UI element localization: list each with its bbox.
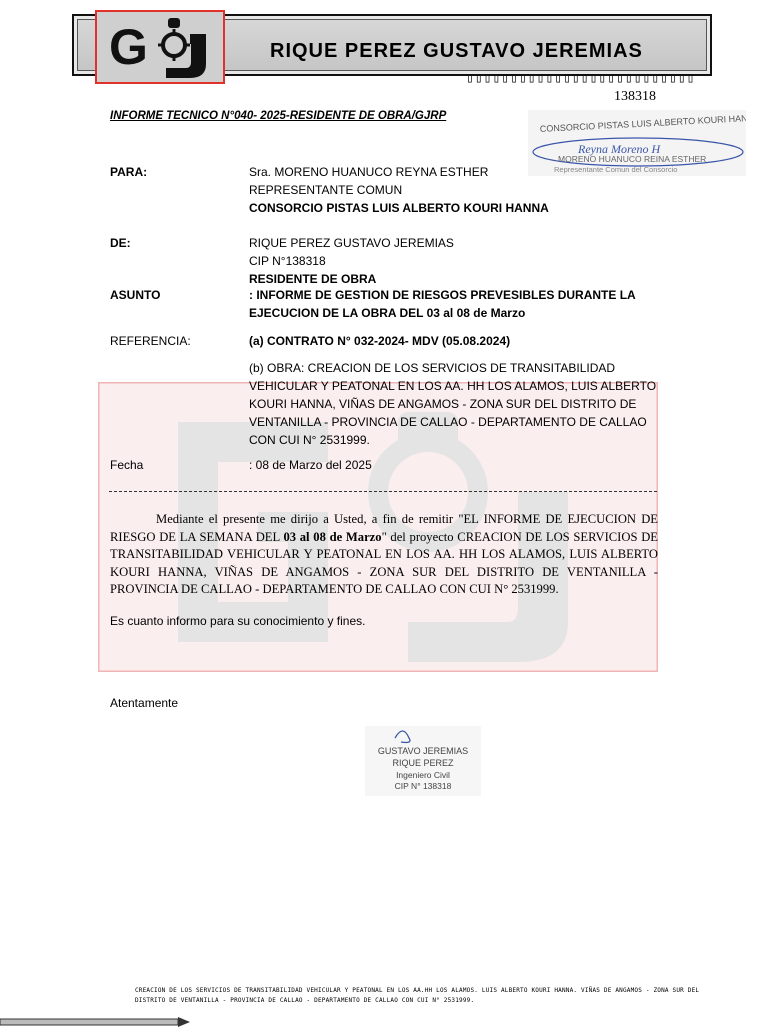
seal-line-4: CIP N° 138318 (394, 781, 452, 791)
header-name: RIQUE PEREZ GUSTAVO JEREMIAS (270, 40, 643, 62)
body-text-part1: Mediante el presente me dirijo a Usted, a fin de remitir "EL INFORME DE EJECUCION DE RIESGO DE LA SEMANA DEL (110, 512, 658, 544)
para-label: PARA: (110, 165, 148, 179)
para-line: REPRESENTANTE COMUN (249, 183, 403, 197)
body-text-part2: " del proyecto CREACION DE LOS SERVICIOS DE TRANSITABILIDAD VEHICULAR Y PEATONAL EN LOS AA. HH LOS ALAMOS, LUIS ALBERTO KOURI HANNA, VIÑAS DE ANGAMOS - ZONA SUR DEL DISTRITO DE VENTANILLA - PROVINCIA DE CALLAO - DEPARTAMENTO DE CALLAO CON CUI N° 2531999. (110, 529, 658, 596)
seal-line-2: RIQUE PEREZ (392, 758, 454, 768)
reference-b (249, 359, 656, 449)
sign-off: Atentamente (110, 696, 179, 710)
seal-line-3: Ingeniero Civil (396, 770, 450, 780)
svg-text:G: G (109, 19, 148, 75)
asunto-label: ASUNTO (110, 288, 161, 302)
de-line: RESIDENTE DE OBRA (249, 272, 377, 286)
header-cip-number: 138318 (614, 89, 656, 104)
reference-b-line: (b) OBRA: CREACION DE LOS SERVICIOS DE TRANSITABILIDAD (249, 361, 616, 375)
reference-b-line: KOURI HANNA, VIÑAS DE ANGAMOS - ZONA SUR DEL DISTRITO DE (249, 397, 637, 411)
para-line: CONSORCIO PISTAS LUIS ALBERTO KOURI HANNA (249, 201, 549, 215)
footer-project-text: CREACION DE LOS SERVICIOS DE TRANSITABILIDAD VEHICULAR Y PEATONAL EN LOS AA.HH LOS ALAMOS. LUIS ALBERTO KOURI HANNA. VIÑAS DE ANGAMOS - ZONA SUR DEL DISTRITO DE VENTANILLA - PROVINCIA DE CALLAO - DEPARTAMENTO DE CALLAO CON CUI N° 2531999. (135, 987, 700, 1004)
company-logo (95, 10, 225, 84)
de-block (249, 234, 454, 288)
para-line: Sra. MORENO HUANUCO REYNA ESTHER (249, 165, 489, 179)
footer-arrow-icon (0, 1014, 190, 1024)
logo-gj-icon (97, 12, 223, 82)
de-line: CIP N°138318 (249, 254, 326, 268)
body-paragraph (110, 511, 658, 599)
de-label: DE: (110, 236, 131, 250)
fecha-value: : 08 de Marzo del 2025 (249, 458, 372, 472)
report-title: INFORME TECNICO N°040- 2025-RESIDENTE DE OBRA/GJRP (110, 110, 447, 122)
para-block (249, 163, 549, 217)
de-line: RIQUE PEREZ GUSTAVO JEREMIAS (249, 236, 454, 250)
fecha-label: Fecha (110, 458, 144, 472)
reference-b-line: VENTANILLA - PROVINCIA DE CALLAO - DEPARTAMENTO DE CALLAO (249, 415, 647, 429)
asunto-block (249, 286, 636, 322)
stamp-line-1: CONSORCIO PISTAS LUIS ALBERTO KOURI HANNA (539, 112, 746, 134)
stamp-signature: Reyna Moreno H (578, 142, 661, 156)
dashed-divider (109, 491, 657, 492)
asunto-line: EJECUCION DE LA OBRA DEL 03 al 08 de Marzo (249, 306, 526, 320)
reference-a: (a) CONTRATO N° 032-2024- MDV (05.08.2024) (249, 334, 511, 348)
asunto-line: : INFORME DE GESTION DE RIESGOS PREVESIBLES DURANTE LA (249, 288, 636, 302)
seal-line-1: GUSTAVO JEREMIAS (377, 746, 469, 756)
reference-b-line: VEHICULAR Y PEATONAL EN LOS AA. HH LOS ALAMOS, LUIS ALBERTO (249, 379, 657, 393)
unrendered-text-line: ▯▯▯▯▯▯▯▯▯▯▯▯▯▯▯▯▯▯▯▯▯▯▯▯▯▯ (466, 71, 696, 86)
stamp-line-2: MORENO HUANUCO REINA ESTHER (558, 154, 707, 164)
closing-line: Es cuanto informo para su conocimiento y fines. (110, 614, 366, 628)
referencia-label: REFERENCIA: (110, 334, 191, 348)
stamp-line-3: Representante Comun del Consorcio (554, 165, 678, 174)
body-text-bold: 03 al 08 de Marzo (283, 529, 382, 544)
engineer-seal (365, 726, 481, 796)
consortium-stamp (528, 110, 746, 176)
reference-b-line: CON CUI N° 2531999. (249, 433, 370, 447)
